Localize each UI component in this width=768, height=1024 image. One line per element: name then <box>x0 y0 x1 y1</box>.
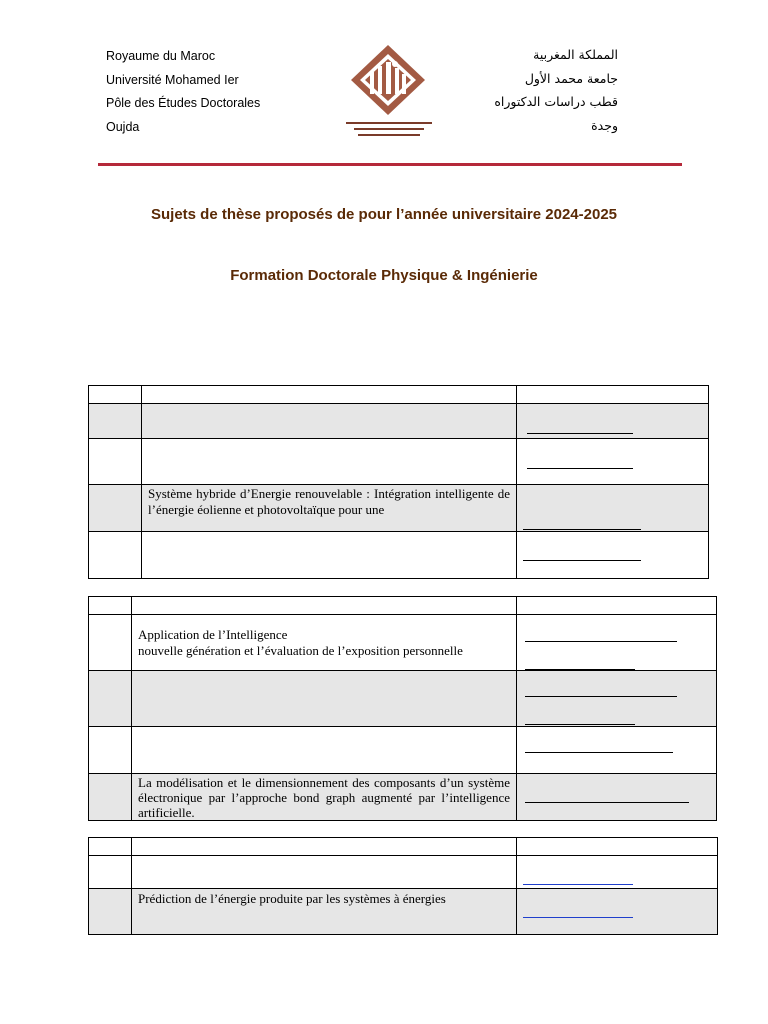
page-subtitle: Formation Doctorale Physique & Ingénierie <box>230 267 538 284</box>
subject-text <box>132 671 516 672</box>
table-row <box>89 774 717 821</box>
subject-text <box>142 404 516 405</box>
thesis-table-1 <box>88 385 709 579</box>
subject-text <box>142 532 516 533</box>
header-city: Oujda <box>106 119 140 134</box>
email-link-underline[interactable] <box>523 884 633 885</box>
table-row <box>89 856 718 889</box>
subject-text: Système hybride d’Energie renouvelable : Intégration intelligente de l’énergie éolienne et photovoltaïque pour une <box>148 486 510 517</box>
subject-text: Application de l’Intelligence nouvelle génération et l’évaluation de l’exposition personnelle <box>138 627 463 658</box>
table-header-row <box>89 838 718 856</box>
header-doctoral-pole-ar: قطب دراسات الدكتوراه <box>494 94 618 109</box>
page-title: Sujets de thèse proposés de pour l’année universitaire 2024-2025 <box>150 206 618 223</box>
header-city-ar: وجدة <box>591 117 618 133</box>
table-row <box>89 439 709 485</box>
name-underline <box>525 802 689 803</box>
table-row <box>89 727 717 774</box>
header-divider <box>98 163 682 166</box>
header-left-block <box>106 45 260 139</box>
subject-text <box>132 856 516 857</box>
name-underline <box>523 529 641 530</box>
table-row <box>89 532 709 579</box>
header-kingdom-ar: المملكة المغربية <box>533 47 618 62</box>
header-kingdom: Royaume du Maroc <box>106 49 216 63</box>
name-underline <box>527 468 633 469</box>
name-underline <box>525 724 635 725</box>
university-logo <box>340 42 440 142</box>
subject-text: La modélisation et le dimensionnement des composants d’un système électronique par l’approche bond graph augmenté par l’intelligence artificielle. <box>138 775 510 820</box>
name-underline <box>525 752 673 753</box>
name-underline <box>525 696 677 697</box>
subject-text <box>142 439 516 440</box>
header-university: Université Mohamed Ier <box>106 72 239 87</box>
table-row <box>89 485 709 532</box>
table-row <box>89 404 709 439</box>
subject-text <box>132 727 516 728</box>
table-header-row <box>89 386 709 404</box>
table-row <box>89 671 717 727</box>
header-university-ar: جامعة محمد الأول <box>524 70 618 86</box>
thesis-table-2 <box>88 596 717 821</box>
table-row <box>89 889 718 935</box>
subject-text: Prédiction de l’énergie produite par les systèmes à énergies <box>138 891 446 906</box>
thesis-table-3 <box>88 837 718 935</box>
table-row <box>89 615 717 671</box>
name-underline <box>527 433 633 434</box>
table-header-row <box>89 597 717 615</box>
email-link-underline[interactable] <box>523 917 633 918</box>
name-underline <box>525 641 677 642</box>
header-doctoral-pole: Pôle des Études Doctorales <box>106 96 261 110</box>
header-right-block <box>494 43 618 137</box>
name-underline <box>523 560 641 561</box>
